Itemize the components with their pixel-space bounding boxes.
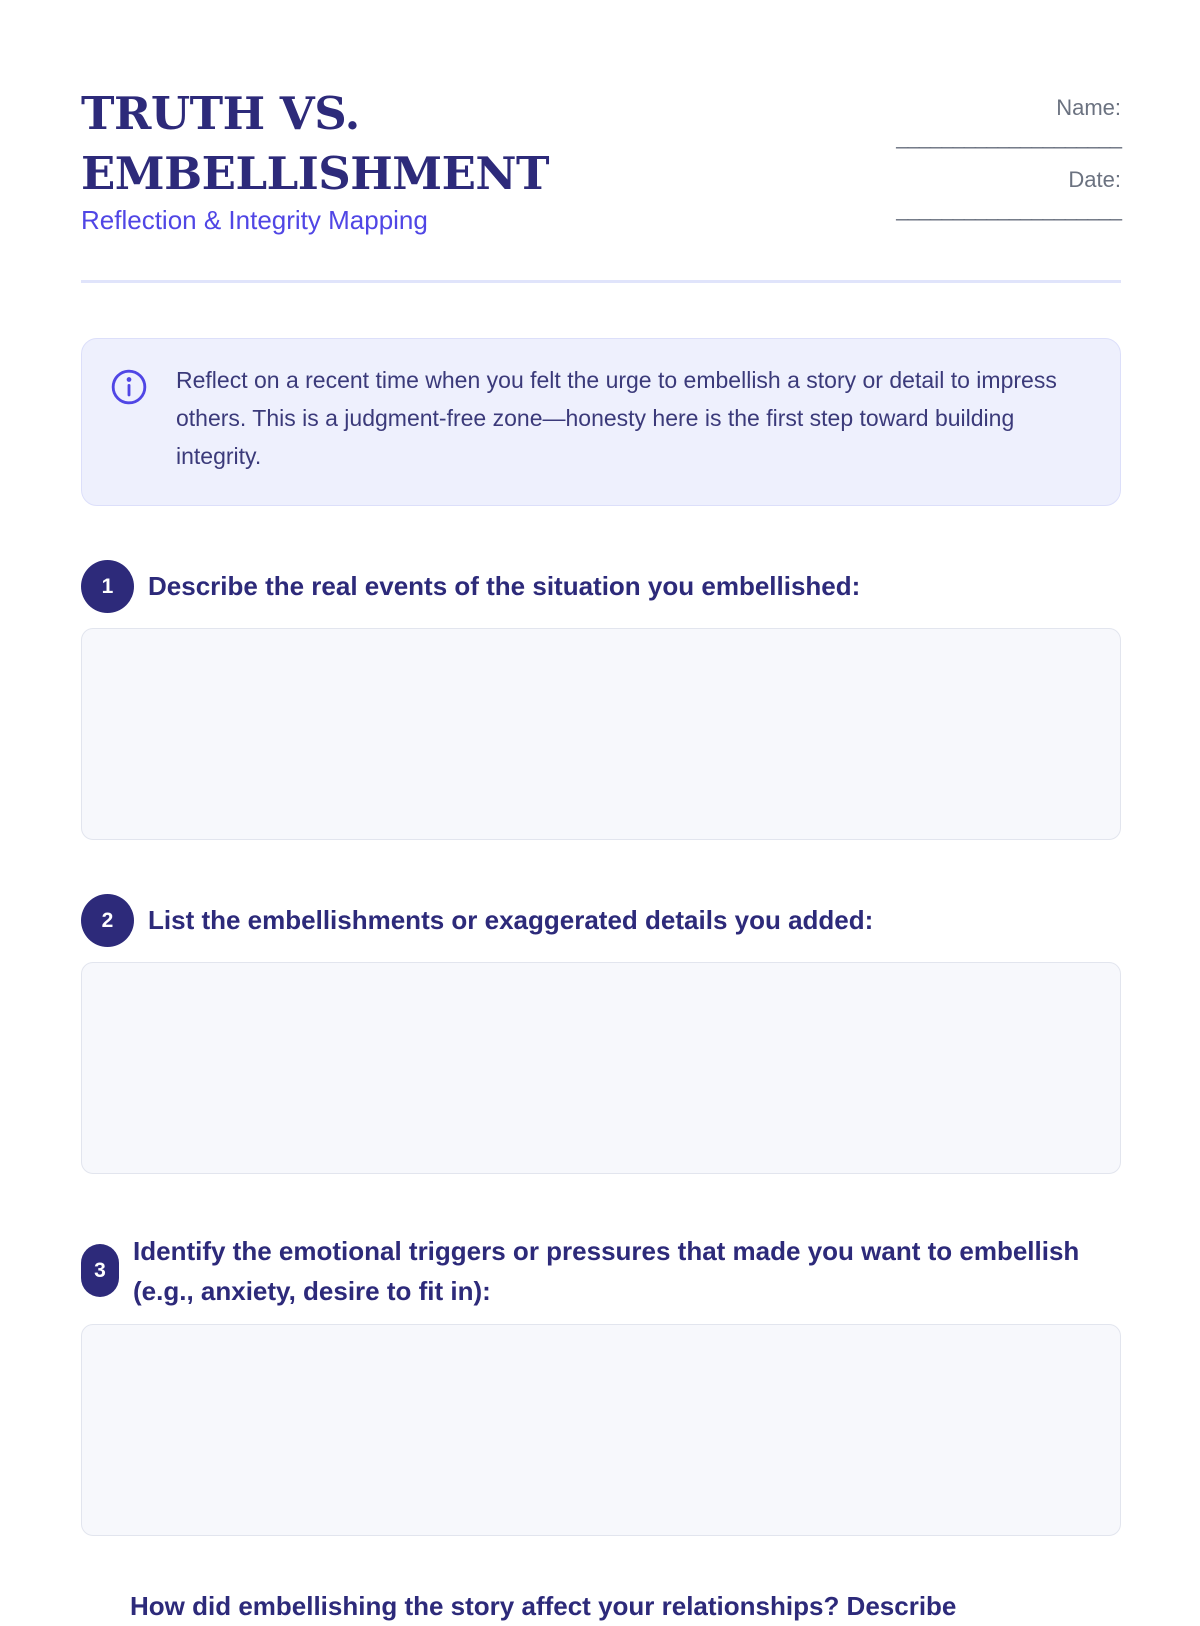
- info-callout: [81, 338, 1121, 506]
- answer-field-1[interactable]: [81, 628, 1121, 840]
- worksheet-page: [81, 0, 1121, 1621]
- info-circle-icon: [110, 368, 148, 406]
- answer-field-2[interactable]: [81, 962, 1121, 1174]
- question-label: Identify the emotional triggers or pressures that made you want to embellish (e.g., anxiety, desire to fit in):: [133, 1236, 1080, 1306]
- worksheet-header: [81, 84, 1121, 284]
- question-label: Describe the real events of the situation you embellished:: [148, 571, 861, 601]
- question-number-badge: 1: [81, 560, 134, 613]
- title-line-1: TRUTH VS.: [81, 87, 360, 140]
- info-text: Reflect on a recent time when you felt the urge to embellish a story or detail to impress others. This is a judgment-free zone—honesty here is the first step toward building integrity.: [176, 367, 1057, 469]
- question-label: List the embellishments or exaggerated details you added:: [148, 905, 874, 935]
- question-number-badge: 2: [81, 894, 134, 947]
- header-divider: [81, 280, 1121, 283]
- title-line-2: EMBELLISHMENT: [81, 147, 550, 200]
- page-title: [81, 84, 601, 204]
- question-number-badge: 3: [81, 1244, 119, 1297]
- name-field-line[interactable]: ____________________: [896, 124, 1121, 149]
- meta-fields: [821, 84, 1121, 222]
- name-label: Name:: [1056, 95, 1121, 120]
- question-4-label: How did embellishing the story affect your relationships? Describe: [130, 1591, 957, 1621]
- page-subtitle: Reflection & Integrity Mapping: [81, 205, 428, 235]
- date-label: Date:: [1068, 167, 1121, 192]
- answer-field-3[interactable]: [81, 1324, 1121, 1536]
- date-field-line[interactable]: ____________________: [896, 196, 1121, 221]
